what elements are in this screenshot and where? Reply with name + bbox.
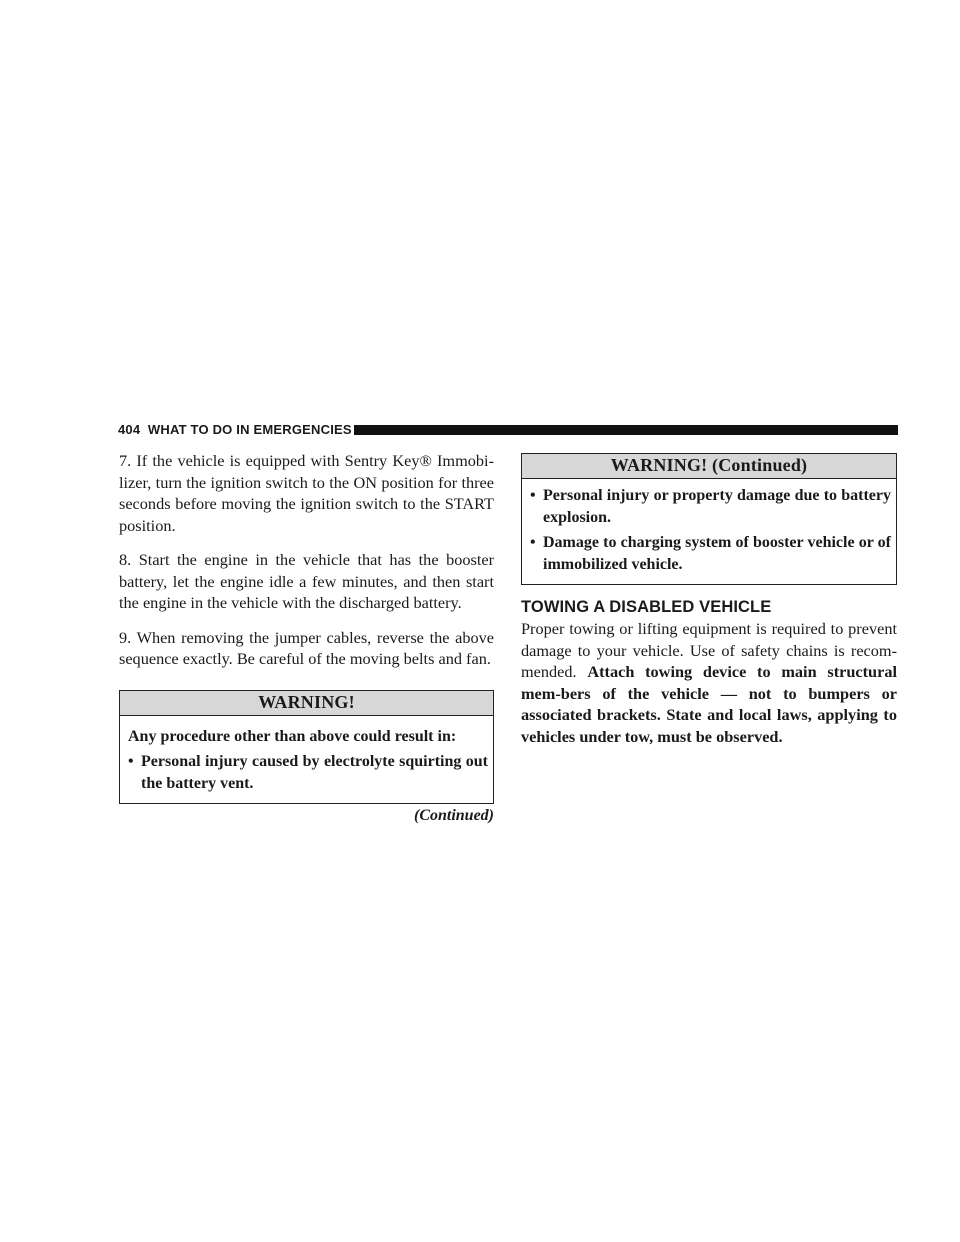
bullet-icon: • xyxy=(530,534,536,551)
warning-box xyxy=(119,690,494,805)
towing-text: Proper towing or lifting equipment is required to prevent damage to your vehicle. Use of safety chains is recom-mended. xyxy=(521,619,897,681)
towing-text-emphasis: Attach towing device to main structural mem-bers of the vehicle — not to bumpers or associated brackets. State and local laws, applying to vehicles under tow, must be observed. xyxy=(521,662,897,746)
section-title: WHAT TO DO IN EMERGENCIES xyxy=(147,422,352,437)
bullet-icon: • xyxy=(128,753,134,770)
bullet-text: Personal injury caused by electrolyte squirting out the battery vent. xyxy=(141,753,488,792)
step-7: 7. If the vehicle is equipped with Sentry Key® Immobi-lizer, turn the ignition switch to the ON position for three seconds before moving the ignition switch to the START position. xyxy=(119,451,494,535)
header-rule xyxy=(354,425,898,435)
warning-continued-body xyxy=(522,479,896,584)
warning-bullet xyxy=(530,485,891,528)
page-header xyxy=(118,421,898,439)
bullet-text: Personal injury or property damage due to battery explosion. xyxy=(543,487,891,526)
warning-continued-title: WARNING! (Continued) xyxy=(522,454,896,479)
header-text xyxy=(118,421,352,439)
section-heading-towing: TOWING A DISABLED VEHICLE xyxy=(521,598,772,616)
warning-intro: Any procedure other than above could result in: xyxy=(128,727,457,745)
warning-continued-box xyxy=(521,453,897,585)
continued-label: (Continued) xyxy=(413,807,494,824)
left-column xyxy=(119,450,494,825)
step-9: 9. When removing the jumper cables, reverse the above sequence exactly. Be careful of the moving belts and fan. xyxy=(119,627,494,668)
towing-paragraph xyxy=(521,618,897,747)
bullet-icon: • xyxy=(530,487,536,504)
warning-bullet xyxy=(128,751,488,794)
right-column xyxy=(521,453,897,747)
bullet-text: Damage to charging system of booster vehicle or of immobilized vehicle. xyxy=(543,534,891,573)
page-number: 404 xyxy=(118,422,141,437)
step-8: 8. Start the engine in the vehicle that has the booster battery, let the engine idle a few minutes, and then start the engine in the vehicle with the discharged battery. xyxy=(119,550,494,612)
warning-title: WARNING! xyxy=(120,691,493,716)
warning-bullet xyxy=(530,532,891,575)
warning-body xyxy=(120,716,493,804)
